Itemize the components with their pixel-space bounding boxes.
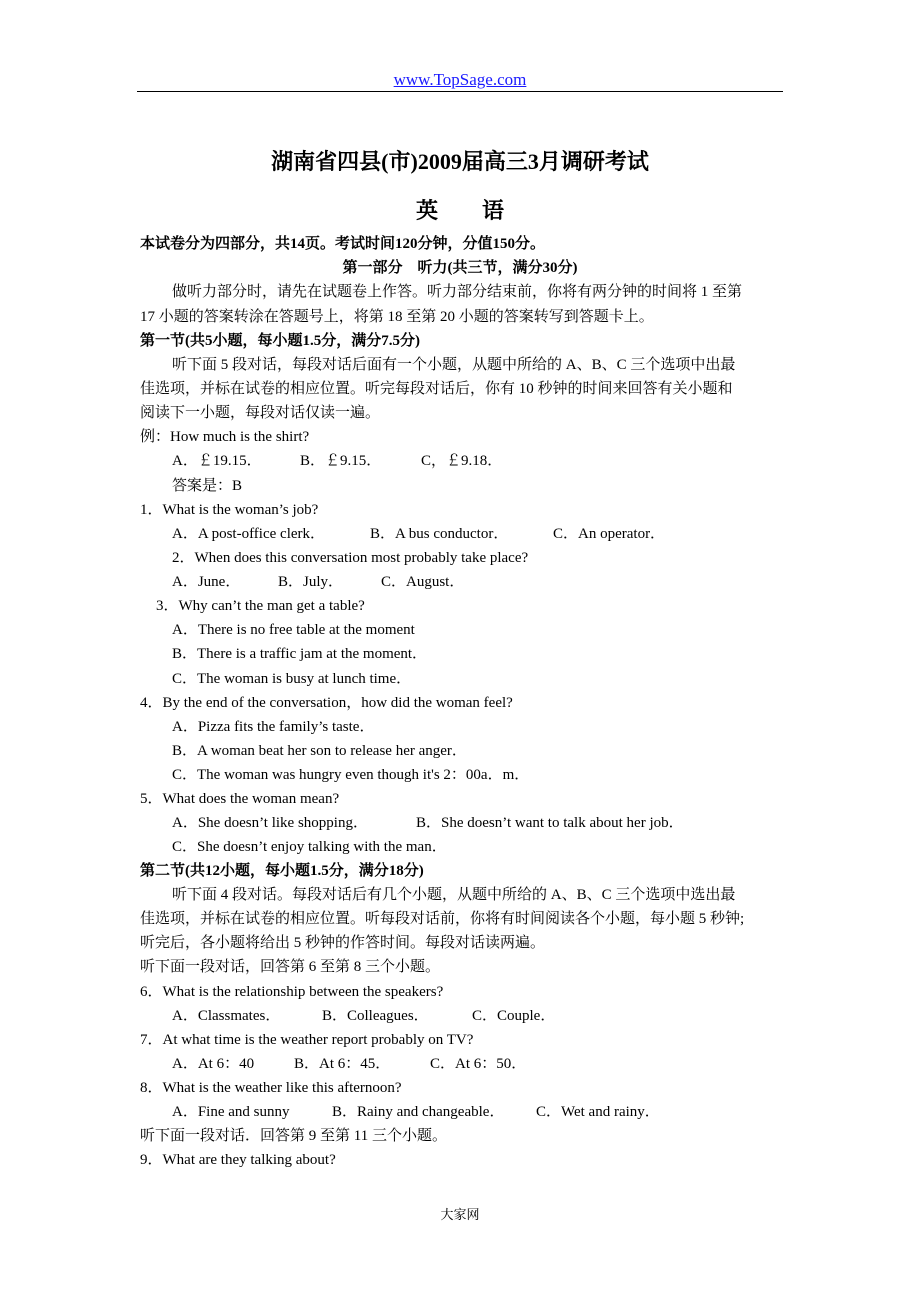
example-question: 例：How much is the shirt? <box>140 429 310 445</box>
option: A．Pizza fits the family’s taste． <box>172 719 375 735</box>
instruction-line: 听完后，各小题将给出 5 秒钟的作答时间。每段对话读两遍。 <box>140 935 546 951</box>
question: 9．What are they talking about? <box>140 1152 336 1168</box>
option: B．July． <box>278 574 344 590</box>
option: B．Rainy and changeable． <box>332 1104 505 1120</box>
question: 5．What does the woman mean? <box>140 791 340 807</box>
option: A．At 6：40 <box>172 1056 255 1072</box>
option: A．There is no free table at the moment <box>172 622 415 638</box>
option: B．A woman beat her son to release her anger． <box>172 743 467 759</box>
option: A．June． <box>172 574 241 590</box>
question: 4．By the end of the conversation，how did the woman feel? <box>140 695 513 711</box>
option: C，￡9.18． <box>421 453 503 469</box>
page-footer: 大家网 <box>440 1207 480 1222</box>
intro: 本试卷分为四部分，共14页。考试时间120分钟，分值150分。 <box>140 236 546 252</box>
question: 6．What is the relationship between the speakers? <box>140 984 444 1000</box>
section2-heading: 第二节(共12小题，每小题1.5分，满分18分) <box>140 863 424 879</box>
option: C．At 6：50． <box>430 1056 527 1072</box>
part1-heading: 第一部分 听力(共三节，满分30分) <box>342 260 578 276</box>
page-title: 湖南省四县(市)2009届高三3月调研考试 <box>271 149 649 174</box>
section1-heading: 第一节(共5小题，每小题1.5分，满分7.5分) <box>140 333 420 349</box>
question: 2．When does this conversation most probably take place? <box>172 550 529 566</box>
question: 7．At what time is the weather report probably on TV? <box>140 1032 474 1048</box>
option: C．Wet and rainy． <box>536 1104 660 1120</box>
option: B．Colleagues． <box>322 1008 429 1024</box>
site-link[interactable]: www.TopSage.com <box>393 70 527 89</box>
option: C．She doesn’t enjoy talking with the man． <box>172 839 447 855</box>
instruction-line: 17 小题的答案转涂在答题号上，将第 18 至第 20 小题的答案转写到答题卡上。 <box>140 309 654 325</box>
question: 8．What is the weather like this afternoon? <box>140 1080 402 1096</box>
instruction-line: 阅读下一小题，每段对话仅读一遍。 <box>140 405 381 421</box>
option: B．She doesn’t want to talk about her job． <box>416 815 684 831</box>
page-subtitle: 英 语 <box>415 198 504 223</box>
dialogue-intro: 听下面一段对话．回答第 9 至第 11 三个小题。 <box>140 1128 447 1144</box>
option: B．￡9.15． <box>300 453 382 469</box>
instruction-line: 听下面 4 段对话。每段对话后有几个小题，从题中所给的 A、B、C 三个选项中选出最 <box>172 887 736 903</box>
option: C．The woman was hungry even though it's 2：00a．m． <box>172 767 530 783</box>
instruction-line: 佳选项，并标在试卷的相应位置。听完每段对话后，你有 10 秒钟的时间来回答有关小题和 <box>140 381 733 397</box>
header-link-wrap <box>0 71 920 89</box>
option: A．She doesn’t like shopping． <box>172 815 368 831</box>
option: A．Classmates． <box>172 1008 281 1024</box>
question: 3．Why can’t the man get a table? <box>156 598 365 614</box>
option: B．At 6：45． <box>294 1056 391 1072</box>
option: C．August． <box>381 574 465 590</box>
question: 1．What is the woman’s job? <box>140 502 319 518</box>
instruction-line: 做听力部分时，请先在试题卷上作答。听力部分结束前，你将有两分钟的时间将 1 至第 <box>172 284 743 300</box>
option: A．￡19.15． <box>172 453 262 469</box>
option: C．Couple． <box>472 1008 556 1024</box>
header-rule <box>137 91 783 92</box>
option: A．A post-office clerk． <box>172 526 326 542</box>
option: A．Fine and sunny <box>172 1104 290 1120</box>
option: B．A bus conductor． <box>370 526 509 542</box>
instruction-line: 听下面 5 段对话，每段对话后面有一个小题，从题中所给的 A、B、C 三个选项中出最 <box>172 357 736 373</box>
option: B．There is a traffic jam at the moment． <box>172 646 428 662</box>
option: C．An operator． <box>553 526 666 542</box>
example-answer: 答案是：B <box>172 478 243 494</box>
dialogue-intro: 听下面一段对话，回答第 6 至第 8 三个小题。 <box>140 959 441 975</box>
option: C．The woman is busy at lunch time． <box>172 671 412 687</box>
instruction-line: 佳选项，并标在试卷的相应位置。听每段对话前，你将有时间阅读各个小题，每小题 5 秒钟; <box>140 911 745 927</box>
